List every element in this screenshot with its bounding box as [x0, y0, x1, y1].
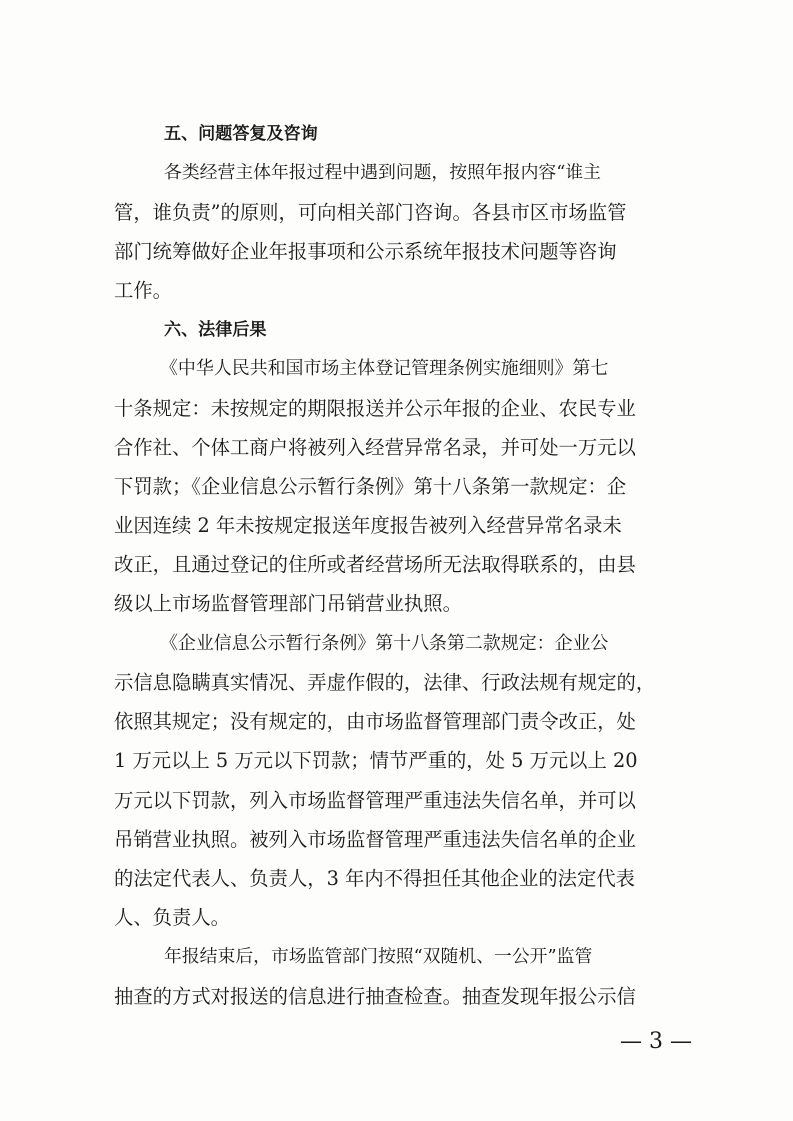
paragraph-line: 示信息隐瞒真实情况、弄虚作假的，法律、行政法规有规定的，	[114, 671, 656, 694]
section-5-heading: 五、问题答复及咨询	[164, 124, 318, 144]
paragraph-line: 管，谁负责”的原则，可向相关部门咨询。各县市区市场监管	[114, 201, 627, 224]
paragraph-line: 十条规定：未按规定的期限报送并公示年报的企业、农民专业	[114, 397, 636, 420]
section-6-heading: 六、法律后果	[164, 320, 267, 340]
paragraph-line: 下罚款；《企业信息公示暂行条例》第十八条第一款规定：企	[114, 475, 627, 498]
paragraph-line: 的法定代表人、负责人，3 年内不得担任其他企业的法定代表	[114, 867, 635, 890]
paragraph-line: 改正，且通过登记的住所或者经营场所无法取得联系的，由县	[114, 553, 636, 576]
paragraph-line: 万元以下罚款，列入市场监督管理严重违法失信名单，并可以	[114, 789, 636, 812]
paragraph-line: 级以上市场监督管理部门吊销营业执照。	[114, 592, 462, 615]
paragraph-line: 人、负责人。	[114, 906, 230, 929]
paragraph-line: 年报结束后，市场监管部门按照“双随机、一公开”监管	[164, 946, 593, 967]
paragraph-line: 《中华人民共和国市场主体登记管理条例实施细则》第七	[160, 358, 609, 379]
paragraph-line: 吊销营业执照。被列入市场监督管理严重违法失信名单的企业	[114, 828, 636, 851]
paragraph-line: 合作社、个体工商户将被列入经营异常名录，并可处一万元以	[114, 436, 636, 459]
paragraph-line: 依照其规定；没有规定的，由市场监督管理部门责令改正，处	[114, 710, 636, 733]
paragraph-line: 抽查的方式对报送的信息进行抽查检查。抽查发现年报公示信	[114, 985, 636, 1008]
paragraph-line: 1 万元以上 5 万元以下罚款；情节严重的，处 5 万元以上 20	[114, 749, 638, 772]
paragraph-line: 业因连续 2 年未按规定报送年度报告被列入经营异常名录未	[114, 514, 622, 537]
paragraph-line: 部门统筹做好企业年报事项和公示系统年报技术问题等咨询	[114, 240, 617, 263]
paragraph-line: 《企业信息公示暂行条例》第十八条第二款规定：企业公	[160, 633, 609, 654]
paragraph-line: 各类经营主体年报过程中遇到问题，按照年报内容“谁主	[164, 162, 601, 183]
paragraph-line: 工作。	[114, 279, 172, 302]
page-number: — 3 —	[620, 1029, 692, 1054]
